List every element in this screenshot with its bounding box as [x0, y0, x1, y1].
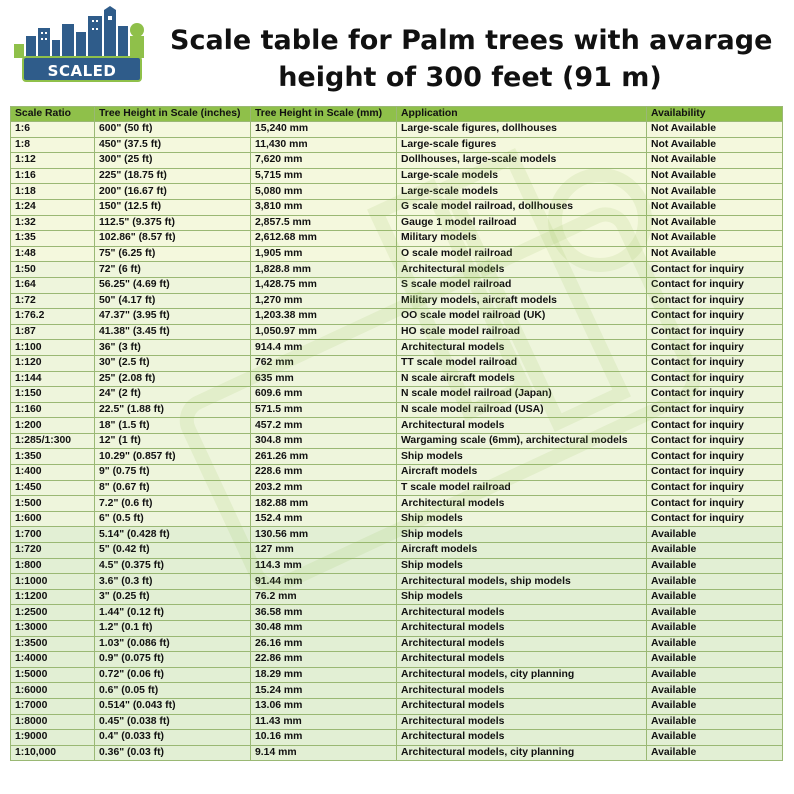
cell-scale-ratio: 1:7000 — [11, 698, 95, 714]
cell-height-inches: 9" (0.75 ft) — [95, 465, 251, 481]
cell-height-inches: 8" (0.67 ft) — [95, 480, 251, 496]
cell-height-mm: 182.88 mm — [251, 496, 397, 512]
cell-scale-ratio: 1:700 — [11, 527, 95, 543]
table-row — [11, 698, 783, 714]
cell-availability: Available — [647, 683, 783, 699]
cell-application: Wargaming scale (6mm), architectural models — [397, 433, 647, 449]
cell-application: Architectural models, city planning — [397, 745, 647, 761]
cell-height-inches: 600" (50 ft) — [95, 122, 251, 138]
table-header-row — [11, 107, 783, 122]
table-row — [11, 496, 783, 512]
cell-height-mm: 22.86 mm — [251, 652, 397, 668]
cell-availability: Available — [647, 667, 783, 683]
cell-application: Architectural models — [397, 730, 647, 746]
cell-scale-ratio: 1:4000 — [11, 652, 95, 668]
cell-application: HO scale model railroad — [397, 324, 647, 340]
cell-availability: Available — [647, 574, 783, 590]
cell-height-mm: 127 mm — [251, 543, 397, 559]
cell-availability: Available — [647, 636, 783, 652]
cell-availability: Not Available — [647, 153, 783, 169]
cell-height-mm: 15.24 mm — [251, 683, 397, 699]
cell-availability: Not Available — [647, 199, 783, 215]
cell-scale-ratio: 1:160 — [11, 402, 95, 418]
cell-scale-ratio: 1:10,000 — [11, 745, 95, 761]
cell-availability: Contact for inquiry — [647, 293, 783, 309]
cell-height-mm: 1,905 mm — [251, 246, 397, 262]
cell-height-mm: 76.2 mm — [251, 589, 397, 605]
city-skyline-icon — [8, 6, 150, 62]
cell-height-inches: 56.25" (4.69 ft) — [95, 277, 251, 293]
cell-height-inches: 102.86" (8.57 ft) — [95, 231, 251, 247]
cell-scale-ratio: 1:87 — [11, 324, 95, 340]
cell-height-mm: 1,828.8 mm — [251, 262, 397, 278]
cell-availability: Contact for inquiry — [647, 449, 783, 465]
cell-availability: Available — [647, 621, 783, 637]
cell-availability: Available — [647, 652, 783, 668]
cell-height-inches: 25" (2.08 ft) — [95, 371, 251, 387]
cell-application: Military models — [397, 231, 647, 247]
cell-application: Aircraft models — [397, 543, 647, 559]
table-row — [11, 231, 783, 247]
cell-height-inches: 1.44" (0.12 ft) — [95, 605, 251, 621]
cell-availability: Available — [647, 589, 783, 605]
cell-application: Architectural models — [397, 496, 647, 512]
cell-scale-ratio: 1:1200 — [11, 589, 95, 605]
cell-height-inches: 200" (16.67 ft) — [95, 184, 251, 200]
cell-application: Architectural models — [397, 714, 647, 730]
cell-height-inches: 47.37" (3.95 ft) — [95, 309, 251, 325]
cell-availability: Contact for inquiry — [647, 355, 783, 371]
cell-scale-ratio: 1:3500 — [11, 636, 95, 652]
cell-scale-ratio: 1:600 — [11, 511, 95, 527]
cell-height-inches: 112.5" (9.375 ft) — [95, 215, 251, 231]
cell-scale-ratio: 1:24 — [11, 199, 95, 215]
cell-height-mm: 18.29 mm — [251, 667, 397, 683]
cell-height-inches: 450" (37.5 ft) — [95, 137, 251, 153]
cell-height-mm: 228.6 mm — [251, 465, 397, 481]
table-row — [11, 293, 783, 309]
cell-height-mm: 203.2 mm — [251, 480, 397, 496]
cell-height-mm: 15,240 mm — [251, 122, 397, 138]
cell-availability: Contact for inquiry — [647, 418, 783, 434]
scale-table — [10, 106, 783, 761]
table-row — [11, 418, 783, 434]
cell-height-mm: 2,612.68 mm — [251, 231, 397, 247]
cell-height-mm: 1,270 mm — [251, 293, 397, 309]
cell-availability: Not Available — [647, 246, 783, 262]
table-row — [11, 402, 783, 418]
cell-scale-ratio: 1:150 — [11, 387, 95, 403]
cell-application: Architectural models — [397, 262, 647, 278]
cell-application: N scale aircraft models — [397, 371, 647, 387]
cell-scale-ratio: 1:9000 — [11, 730, 95, 746]
cell-height-inches: 225" (18.75 ft) — [95, 168, 251, 184]
cell-height-inches: 30" (2.5 ft) — [95, 355, 251, 371]
cell-height-mm: 36.58 mm — [251, 605, 397, 621]
cell-height-inches: 75" (6.25 ft) — [95, 246, 251, 262]
cell-height-inches: 5" (0.42 ft) — [95, 543, 251, 559]
cell-scale-ratio: 1:72 — [11, 293, 95, 309]
cell-scale-ratio: 1:100 — [11, 340, 95, 356]
table-row — [11, 589, 783, 605]
cell-availability: Available — [647, 698, 783, 714]
cell-availability: Contact for inquiry — [647, 465, 783, 481]
cell-scale-ratio: 1:400 — [11, 465, 95, 481]
cell-availability: Contact for inquiry — [647, 433, 783, 449]
cell-scale-ratio: 1:8000 — [11, 714, 95, 730]
cell-scale-ratio: 1:350 — [11, 449, 95, 465]
cell-height-mm: 11,430 mm — [251, 137, 397, 153]
cell-availability: Available — [647, 527, 783, 543]
table-row — [11, 215, 783, 231]
cell-application: Aircraft models — [397, 465, 647, 481]
table-row — [11, 636, 783, 652]
cell-scale-ratio: 1:5000 — [11, 667, 95, 683]
cell-application: Large-scale models — [397, 168, 647, 184]
cell-application: Large-scale figures, dollhouses — [397, 122, 647, 138]
cell-scale-ratio: 1:720 — [11, 543, 95, 559]
cell-height-inches: 6" (0.5 ft) — [95, 511, 251, 527]
cell-availability: Not Available — [647, 168, 783, 184]
table-row — [11, 277, 783, 293]
cell-height-mm: 261.26 mm — [251, 449, 397, 465]
cell-scale-ratio: 1:76.2 — [11, 309, 95, 325]
table-row — [11, 324, 783, 340]
cell-scale-ratio: 1:6 — [11, 122, 95, 138]
cell-availability: Contact for inquiry — [647, 262, 783, 278]
cell-application: Architectural models — [397, 683, 647, 699]
cell-availability: Contact for inquiry — [647, 511, 783, 527]
cell-height-mm: 5,715 mm — [251, 168, 397, 184]
cell-application: Ship models — [397, 511, 647, 527]
cell-height-mm: 914.4 mm — [251, 340, 397, 356]
cell-height-inches: 4.5" (0.375 ft) — [95, 558, 251, 574]
cell-height-mm: 5,080 mm — [251, 184, 397, 200]
table-row — [11, 340, 783, 356]
table-row — [11, 465, 783, 481]
cell-height-mm: 304.8 mm — [251, 433, 397, 449]
cell-availability: Available — [647, 730, 783, 746]
cell-application: Dollhouses, large-scale models — [397, 153, 647, 169]
cell-availability: Contact for inquiry — [647, 324, 783, 340]
cell-height-inches: 24" (2 ft) — [95, 387, 251, 403]
table-row — [11, 387, 783, 403]
cell-height-mm: 2,857.5 mm — [251, 215, 397, 231]
cell-scale-ratio: 1:64 — [11, 277, 95, 293]
cell-scale-ratio: 1:16 — [11, 168, 95, 184]
cell-application: Architectural models — [397, 418, 647, 434]
table-row — [11, 621, 783, 637]
cell-height-mm: 13.06 mm — [251, 698, 397, 714]
cell-application: Military models, aircraft models — [397, 293, 647, 309]
cell-application: N scale model railroad (Japan) — [397, 387, 647, 403]
cell-scale-ratio: 1:285/1:300 — [11, 433, 95, 449]
cell-height-inches: 22.5" (1.88 ft) — [95, 402, 251, 418]
cell-height-mm: 609.6 mm — [251, 387, 397, 403]
table-row — [11, 652, 783, 668]
cell-application: OO scale model railroad (UK) — [397, 309, 647, 325]
cell-height-mm: 7,620 mm — [251, 153, 397, 169]
cell-scale-ratio: 1:120 — [11, 355, 95, 371]
cell-height-mm: 91.44 mm — [251, 574, 397, 590]
logo-wordmark: SCALED RIGHT — [22, 56, 142, 82]
cell-application: Large-scale figures — [397, 137, 647, 153]
cell-scale-ratio: 1:6000 — [11, 683, 95, 699]
table-row — [11, 511, 783, 527]
cell-application: TT scale model railroad — [397, 355, 647, 371]
cell-scale-ratio: 1:450 — [11, 480, 95, 496]
cell-height-mm: 9.14 mm — [251, 745, 397, 761]
cell-height-inches: 0.36" (0.03 ft) — [95, 745, 251, 761]
cell-availability: Contact for inquiry — [647, 496, 783, 512]
cell-height-inches: 0.6" (0.05 ft) — [95, 683, 251, 699]
cell-height-inches: 5.14" (0.428 ft) — [95, 527, 251, 543]
cell-availability: Available — [647, 605, 783, 621]
cell-height-inches: 1.03" (0.086 ft) — [95, 636, 251, 652]
cell-application: Architectural models — [397, 636, 647, 652]
cell-height-inches: 300" (25 ft) — [95, 153, 251, 169]
cell-height-mm: 762 mm — [251, 355, 397, 371]
cell-application: Ship models — [397, 527, 647, 543]
cell-height-inches: 0.514" (0.043 ft) — [95, 698, 251, 714]
cell-scale-ratio: 1:200 — [11, 418, 95, 434]
cell-height-inches: 0.9" (0.075 ft) — [95, 652, 251, 668]
table-row — [11, 137, 783, 153]
table-row — [11, 262, 783, 278]
cell-height-inches: 3" (0.25 ft) — [95, 589, 251, 605]
cell-height-mm: 26.16 mm — [251, 636, 397, 652]
cell-application: Architectural models, ship models — [397, 574, 647, 590]
page-title — [170, 22, 773, 96]
cell-availability: Contact for inquiry — [647, 402, 783, 418]
cell-availability: Contact for inquiry — [647, 387, 783, 403]
cell-application: Architectural models — [397, 340, 647, 356]
cell-height-mm: 3,810 mm — [251, 199, 397, 215]
cell-height-inches: 0.45" (0.038 ft) — [95, 714, 251, 730]
cell-height-mm: 130.56 mm — [251, 527, 397, 543]
cell-application: T scale model railroad — [397, 480, 647, 496]
cell-application: Gauge 1 model railroad — [397, 215, 647, 231]
cell-height-mm: 11.43 mm — [251, 714, 397, 730]
column-header-height-mm: Tree Height in Scale (mm) — [251, 107, 397, 122]
table-row — [11, 730, 783, 746]
cell-height-inches: 12" (1 ft) — [95, 433, 251, 449]
cell-application: Large-scale models — [397, 184, 647, 200]
cell-scale-ratio: 1:500 — [11, 496, 95, 512]
table-row — [11, 433, 783, 449]
cell-height-mm: 1,203.38 mm — [251, 309, 397, 325]
cell-scale-ratio: 1:1000 — [11, 574, 95, 590]
cell-scale-ratio: 1:48 — [11, 246, 95, 262]
cell-height-inches: 0.4" (0.033 ft) — [95, 730, 251, 746]
cell-availability: Contact for inquiry — [647, 309, 783, 325]
cell-application: Ship models — [397, 589, 647, 605]
cell-scale-ratio: 1:35 — [11, 231, 95, 247]
cell-scale-ratio: 1:32 — [11, 215, 95, 231]
cell-availability: Not Available — [647, 231, 783, 247]
cell-availability: Contact for inquiry — [647, 277, 783, 293]
cell-availability: Not Available — [647, 184, 783, 200]
cell-height-mm: 10.16 mm — [251, 730, 397, 746]
cell-height-mm: 457.2 mm — [251, 418, 397, 434]
table-row — [11, 558, 783, 574]
cell-height-inches: 41.38" (3.45 ft) — [95, 324, 251, 340]
table-row — [11, 371, 783, 387]
cell-height-inches: 1.2" (0.1 ft) — [95, 621, 251, 637]
column-header-scale-ratio: Scale Ratio — [11, 107, 95, 122]
table-row — [11, 153, 783, 169]
cell-application: N scale model railroad (USA) — [397, 402, 647, 418]
table-row — [11, 605, 783, 621]
cell-availability: Contact for inquiry — [647, 480, 783, 496]
cell-application: Architectural models, city planning — [397, 667, 647, 683]
page-header — [0, 0, 794, 106]
table-row — [11, 683, 783, 699]
cell-height-inches: 50" (4.17 ft) — [95, 293, 251, 309]
cell-availability: Available — [647, 543, 783, 559]
cell-scale-ratio: 1:144 — [11, 371, 95, 387]
table-row — [11, 309, 783, 325]
cell-application: Architectural models — [397, 621, 647, 637]
cell-height-inches: 3.6" (0.3 ft) — [95, 574, 251, 590]
column-header-application: Application — [397, 107, 647, 122]
cell-availability: Contact for inquiry — [647, 371, 783, 387]
table-row — [11, 184, 783, 200]
cell-height-inches: 18" (1.5 ft) — [95, 418, 251, 434]
table-row — [11, 355, 783, 371]
column-header-availability: Availability — [647, 107, 783, 122]
cell-height-mm: 114.3 mm — [251, 558, 397, 574]
table-body — [11, 122, 783, 761]
table-row — [11, 714, 783, 730]
table-row — [11, 480, 783, 496]
cell-height-mm: 30.48 mm — [251, 621, 397, 637]
cell-availability: Contact for inquiry — [647, 340, 783, 356]
table-row — [11, 527, 783, 543]
cell-availability: Available — [647, 558, 783, 574]
table-row — [11, 543, 783, 559]
table-row — [11, 246, 783, 262]
table-row — [11, 745, 783, 761]
table-row — [11, 122, 783, 138]
cell-availability: Not Available — [647, 215, 783, 231]
cell-scale-ratio: 1:18 — [11, 184, 95, 200]
table-row — [11, 199, 783, 215]
cell-height-mm: 635 mm — [251, 371, 397, 387]
cell-scale-ratio: 1:3000 — [11, 621, 95, 637]
cell-availability: Not Available — [647, 137, 783, 153]
cell-height-mm: 152.4 mm — [251, 511, 397, 527]
cell-availability: Available — [647, 745, 783, 761]
cell-scale-ratio: 1:12 — [11, 153, 95, 169]
table-row — [11, 667, 783, 683]
table-row — [11, 449, 783, 465]
cell-availability: Not Available — [647, 122, 783, 138]
cell-height-inches: 36" (3 ft) — [95, 340, 251, 356]
cell-height-inches: 72" (6 ft) — [95, 262, 251, 278]
cell-application: S scale model railroad — [397, 277, 647, 293]
title-line-1: Scale table for Palm trees with avarage — [170, 25, 773, 56]
table-row — [11, 574, 783, 590]
cell-application: G scale model railroad, dollhouses — [397, 199, 647, 215]
column-header-height-inches: Tree Height in Scale (inches) — [95, 107, 251, 122]
cell-height-inches: 0.72" (0.06 ft) — [95, 667, 251, 683]
scaled-right-logo — [8, 6, 150, 106]
cell-height-mm: 1,428.75 mm — [251, 277, 397, 293]
cell-availability: Available — [647, 714, 783, 730]
cell-height-inches: 10.29" (0.857 ft) — [95, 449, 251, 465]
cell-scale-ratio: 1:50 — [11, 262, 95, 278]
cell-application: Architectural models — [397, 605, 647, 621]
cell-application: Ship models — [397, 558, 647, 574]
cell-height-mm: 571.5 mm — [251, 402, 397, 418]
cell-application: Architectural models — [397, 698, 647, 714]
cell-height-inches: 150" (12.5 ft) — [95, 199, 251, 215]
cell-height-mm: 1,050.97 mm — [251, 324, 397, 340]
cell-scale-ratio: 1:8 — [11, 137, 95, 153]
table-row — [11, 168, 783, 184]
cell-application: Architectural models — [397, 652, 647, 668]
cell-scale-ratio: 1:2500 — [11, 605, 95, 621]
cell-scale-ratio: 1:800 — [11, 558, 95, 574]
cell-application: Ship models — [397, 449, 647, 465]
cell-height-inches: 7.2" (0.6 ft) — [95, 496, 251, 512]
cell-application: O scale model railroad — [397, 246, 647, 262]
title-line-2: height of 300 feet (91 m) — [278, 62, 662, 93]
